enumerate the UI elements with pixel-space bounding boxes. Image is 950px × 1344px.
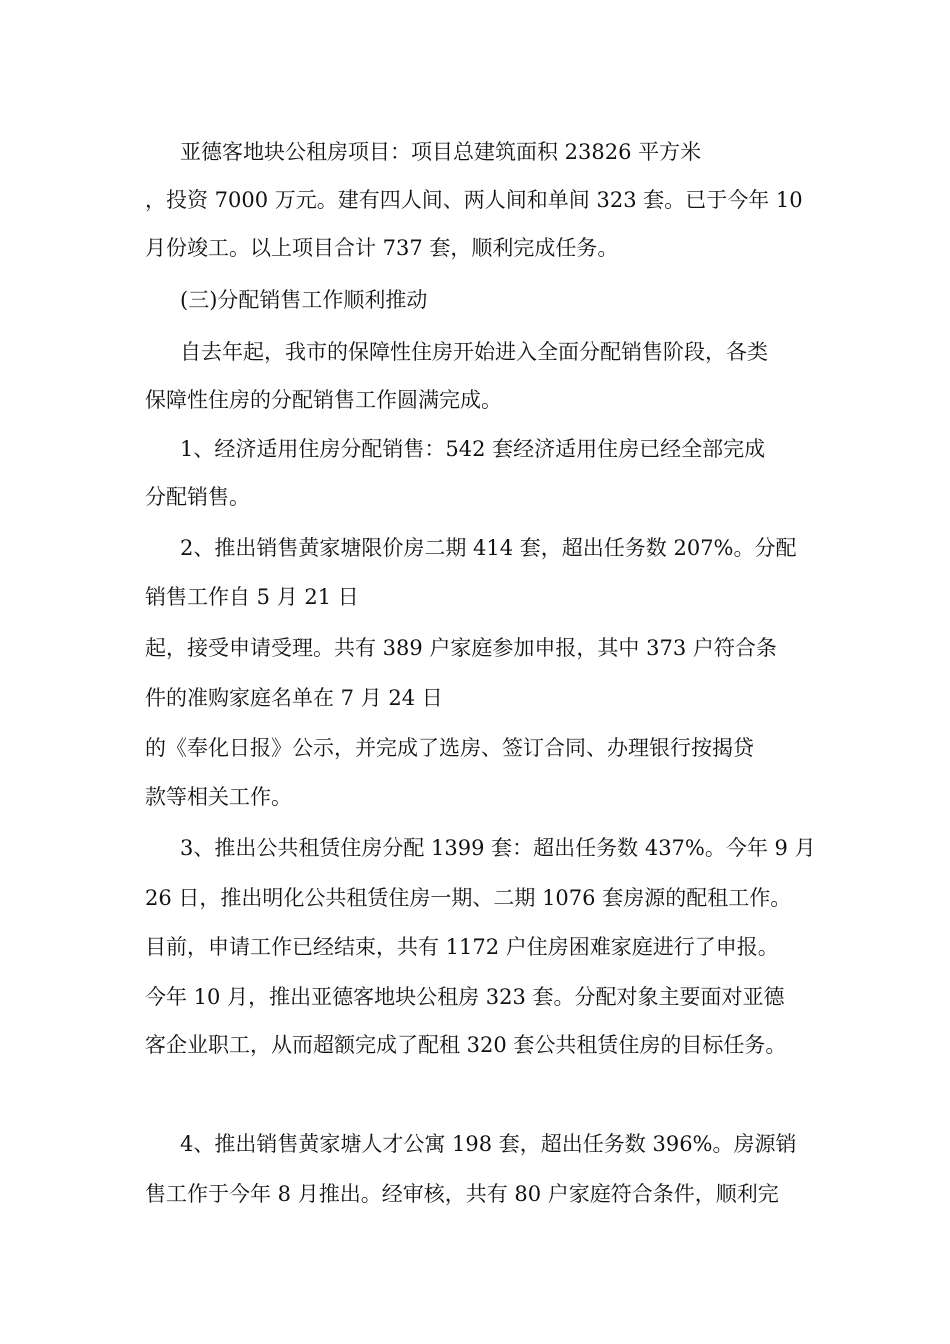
paragraph-line: 售工作于今年 8 月推出。经审核，共有 80 户家庭符合条件，顺利完 (145, 1182, 779, 1206)
paragraph-line: 月份竣工。以上项目合计 737 套，顺利完成任务。 (145, 236, 619, 260)
paragraph-line: 自去年起，我市的保障性住房开始进入全面分配销售阶段，各类 (180, 340, 768, 364)
paragraph-line: 起，接受申请受理。共有 389 户家庭参加申报，其中 373 户符合条 (145, 636, 777, 660)
paragraph-line: ，投资 7000 万元。建有四人间、两人间和单间 323 套。已于今年 10 (145, 188, 803, 212)
paragraph-line: 亚德客地块公租房项目：项目总建筑面积 23826 平方米 (180, 140, 702, 164)
paragraph-line: 的《奉化日报》公示，并完成了选房、签订合同、办理银行按揭贷 (145, 736, 754, 760)
paragraph-line: 26 日，推出明化公共租赁住房一期、二期 1076 套房源的配租工作。 (145, 886, 792, 910)
paragraph-line: 今年 10 月，推出亚德客地块公租房 323 套。分配对象主要面对亚德 (145, 985, 785, 1009)
paragraph-line: 销售工作自 5 月 21 日 (145, 585, 359, 609)
paragraph-line: 分配销售。 (145, 485, 250, 509)
section-heading: (三)分配销售工作顺利推动 (180, 288, 428, 312)
paragraph-line: 件的准购家庭名单在 7 月 24 日 (145, 686, 443, 710)
paragraph-line: 款等相关工作。 (145, 785, 292, 809)
paragraph-line: 2、推出销售黄家塘限价房二期 414 套，超出任务数 207%。分配 (180, 536, 797, 560)
paragraph-line: 4、推出销售黄家塘人才公寓 198 套，超出任务数 396%。房源销 (180, 1132, 797, 1156)
paragraph-line: 保障性住房的分配销售工作圆满完成。 (145, 388, 502, 412)
paragraph-line: 3、推出公共租赁住房分配 1399 套：超出任务数 437%。今年 9 月 (180, 836, 816, 860)
paragraph-line: 客企业职工，从而超额完成了配租 320 套公共租赁住房的目标任务。 (145, 1033, 787, 1057)
paragraph-line: 1、经济适用住房分配销售：542 套经济适用住房已经全部完成 (180, 437, 766, 461)
paragraph-line: 目前，申请工作已经结束，共有 1172 户住房困难家庭进行了申报。 (145, 935, 779, 959)
